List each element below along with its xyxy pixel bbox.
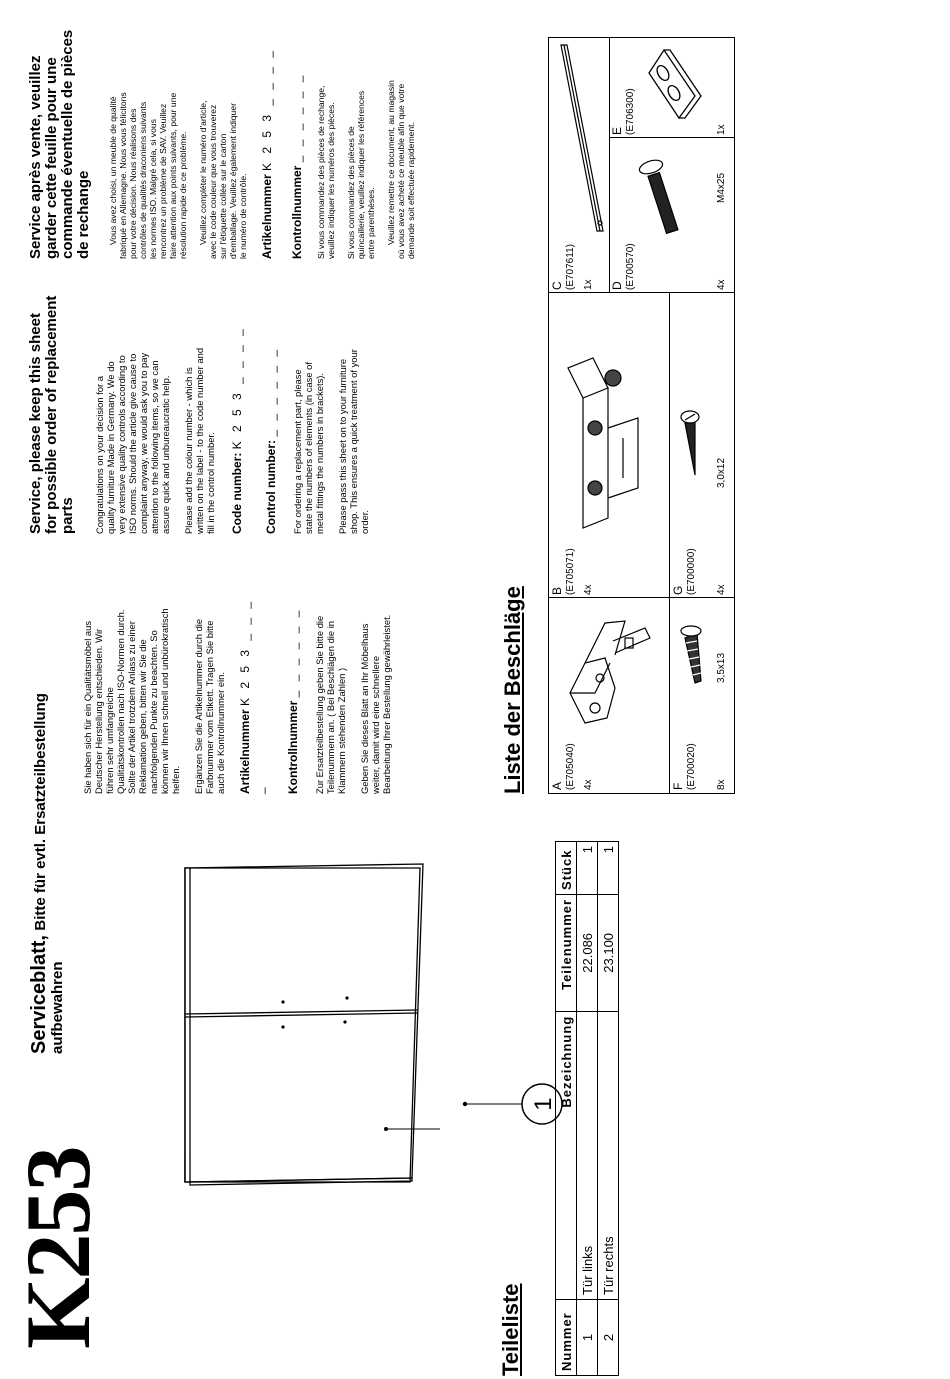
french-pass-on-text: Veuillez remettre ce document, au magasin où vous avez acheté ce meuble afin que votre demande soit effectuée rapidement. — [386, 80, 416, 259]
french-colour-text: Veuillez compléter le numéro d'article, avec le code couleur que vous trouverez sur l'étiquette collée sur le carton d'emballage. Veuillez également indiquer le numéro de contrôle. — [198, 100, 248, 259]
fitting-d-code: (E700570) — [625, 243, 636, 290]
fitting-c-letter: C — [550, 281, 564, 290]
row-bezeichnung: Tür links — [577, 1011, 598, 1299]
fitting-d-letter: D — [610, 281, 624, 290]
row-stueck: 1 — [598, 842, 619, 895]
header-stueck: Stück — [556, 842, 577, 895]
english-colour-text: Please add the colour number - which is written on the label - to the code number and fill in the control number. — [183, 347, 216, 534]
callout-1-label: 1 — [530, 1097, 557, 1111]
rail-icon — [553, 43, 608, 233]
english-order-text: For ordering a replacement part, please state the numbers of elements (in case of metal fittings the numbers in brackets). — [292, 362, 325, 534]
grid-divider-h3 — [609, 38, 610, 293]
header-bezeichnung: Bezeichnung — [556, 1011, 577, 1299]
hinge-icon — [555, 613, 663, 733]
french-fittings-text: Si vous commandez des pièces de quincaillerie, veuillez indiquer les références entre parenthèses. — [346, 90, 376, 259]
english-control-number — [264, 284, 278, 534]
row-teilenummer: 22.086 — [577, 894, 598, 1011]
parts-table-header — [556, 842, 577, 1376]
fitting-g-qty: 4x — [716, 584, 727, 595]
fitting-a-letter: A — [550, 781, 564, 790]
french-control-value: _ _ _ _ _ _ — [290, 72, 304, 163]
header-nummer: Nummer — [556, 1299, 577, 1375]
german-order-text: Zur Ersatzteilbestellung geben Sie bitte die Teilenummern an. ( Bei Beschlägen die in Klammern stehenden Zahlen ) — [314, 615, 347, 794]
english-intro-text: Congratulations on your decision for a quality furniture Made in Germany. We do very extensive quality controls according to ISO norms. Should the article give cause to complaint anyway, we would ask you to pay attention to the following items, so we can assure quick and unbureaucratic help. — [94, 352, 171, 534]
connector-plate-icon — [639, 43, 709, 128]
german-article-number — [238, 584, 266, 794]
fitting-g-code: (E700000) — [686, 548, 697, 595]
fitting-f-dim: 3,5x13 — [716, 652, 727, 683]
callout-1-dot — [463, 1102, 467, 1106]
fitting-d-qty: 4x — [716, 279, 727, 290]
german-intro-text: Sie haben sich für ein Qualitätsmöbel aus Deutscher Herstellung entschieden. Wir führen sehr umfangreiche Qualitätskontrollen nach ISO-Normen durch. Sollte der Artikel trotzdem Anlass zu einer Reklamation geben, bitten wir Sie die nachfolgenden Punkte zu beachten. So können wir Ihnen schnell und unbürokratisch helfen. — [82, 608, 181, 794]
fitting-e-letter: E — [610, 126, 624, 135]
german-title-rest: Bitte für evtl. Ersatzteilbestellung — [32, 693, 49, 931]
french-article-number — [260, 9, 274, 259]
grid-divider-v3 — [609, 137, 734, 138]
fitting-d-dim: M4x25 — [716, 172, 727, 203]
english-control-value: _ _ _ _ _ _ — [264, 346, 278, 437]
french-control-number — [290, 9, 304, 259]
german-colour-text: Ergänzen Sie die Artikelnummer durch die Farbnummer vom Etikett. Tragen Sie bitte auch die Kontrollnummer ein. — [193, 618, 226, 794]
row-bezeichnung: Tür rechts — [598, 1011, 619, 1299]
product-code-title: K253 — [7, 1147, 109, 1349]
english-pass-on-text: Please pass this sheet on to your furniture shop. This ensures a quick treatment of your order. — [337, 349, 370, 534]
fitting-a-code: (E705040) — [565, 743, 576, 790]
french-control-label: Kontrollnummer — [290, 165, 304, 259]
german-article-label: Artikelnummer — [238, 709, 252, 794]
german-heading — [28, 454, 66, 1054]
english-control-label: Control number: — [264, 440, 278, 534]
fitting-g-letter: G — [671, 585, 685, 595]
french-column — [28, 9, 416, 259]
english-code-label: Code number: — [230, 452, 244, 534]
fitting-b-qty: 4x — [583, 584, 594, 595]
german-article-value: K 2 5 3 _ _ _ _ — [238, 598, 266, 794]
row-teilenummer: 23.100 — [598, 894, 619, 1011]
fitting-f-qty: 8x — [716, 779, 727, 790]
fittings-grid — [548, 37, 735, 794]
row-nummer: 2 — [598, 1299, 619, 1375]
fitting-b-code: (E705071) — [565, 548, 576, 595]
german-pass-on-text: Geben Sie dieses Blatt an Ihr Möbelhaus weiter, damit wird eine schnellere Bearbeitung Ihrer Bestellung gewährleistet. — [359, 614, 392, 794]
fitting-c-code: (E707611) — [565, 244, 576, 290]
english-column — [28, 284, 370, 534]
fittings-list-title: Liste der Beschläge — [500, 586, 525, 794]
fitting-e-code: (E706300) — [625, 88, 636, 135]
grid-divider-h — [669, 293, 670, 793]
french-article-value: K 2 5 3 _ _ _ _ — [260, 47, 274, 171]
header-teilenummer: Teilenummer — [556, 894, 577, 1011]
grid-divider-v2 — [549, 292, 734, 293]
english-code-value: K 2 5 3 _ _ _ _ — [230, 326, 244, 450]
table-row — [577, 842, 598, 1376]
fitting-e-qty: 1x — [716, 124, 727, 135]
fitting-f-code: (E700020) — [686, 743, 697, 790]
fitting-g-dim: 3,0x12 — [716, 457, 727, 488]
french-article-label: Artikelnummer — [260, 174, 274, 259]
table-row — [598, 842, 619, 1376]
parts-list-title: Teileliste — [498, 1283, 523, 1376]
french-intro-text: Vous avez choisi, un meuble de qualité fabriqué en Allemagne. Nous vous félicitons pour votre décision. Nous réalisons des contrôles de qualités draconiens suivants les normes ISO. Malgré cela, si vous rencontrez un problème de SAV. Veuillez faire attention aux points suivants, pour une résolution rapide de ce problème. — [108, 92, 188, 259]
english-code-number — [230, 284, 244, 534]
german-column — [82, 584, 392, 794]
grid-divider-v1 — [549, 597, 734, 598]
fitting-c-qty: 1x — [583, 279, 594, 290]
french-title: Service après vente, veuillez garder cette feuille pour une commande éventuelle de pièces de rechange — [27, 29, 92, 259]
hinge-plate-icon — [553, 338, 665, 538]
screw-small-icon — [673, 383, 713, 483]
callouts-layer — [150, 819, 557, 1299]
german-control-label: Kontrollnummer — [286, 700, 300, 794]
fitting-a-qty: 4x — [583, 779, 594, 790]
german-control-number — [286, 584, 300, 794]
screw-icon — [671, 613, 711, 693]
row-nummer: 1 — [577, 1299, 598, 1375]
english-title: Service, please keep this sheet for possible order of replacement parts — [27, 295, 76, 534]
row-stueck: 1 — [577, 842, 598, 895]
german-title-line2: aufbewahren — [49, 961, 66, 1054]
fitting-b-letter: B — [550, 586, 564, 595]
french-order-text: Si vous commandez des pièces de rechange, veuillez indiquer les numéros des pièces. — [316, 85, 336, 259]
german-control-value: _ _ _ _ _ _ — [286, 607, 300, 698]
german-title-bold: Serviceblatt, — [28, 935, 50, 1054]
fitting-f-letter: F — [671, 782, 685, 790]
parts-table — [555, 841, 619, 1376]
bolt-icon — [619, 153, 709, 253]
